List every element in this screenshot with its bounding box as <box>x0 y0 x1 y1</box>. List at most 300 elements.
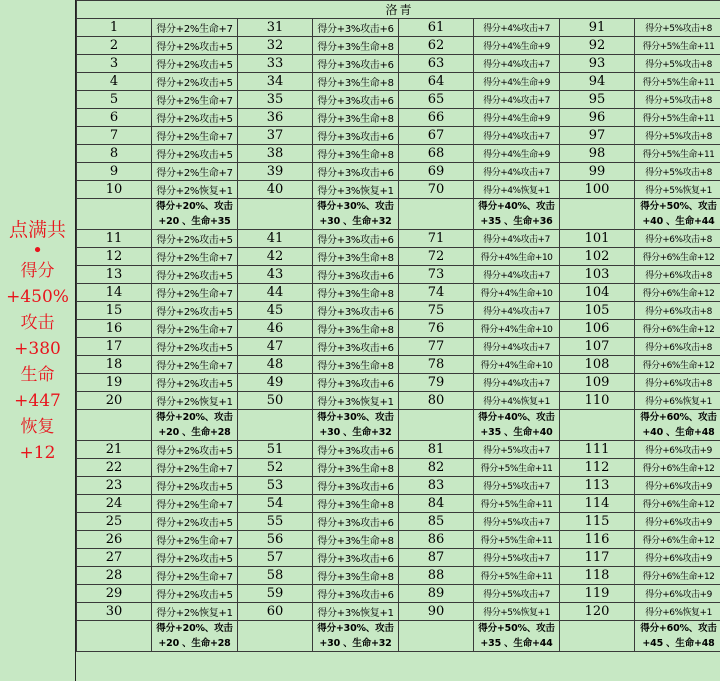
level-bonus: 得分+3%攻击+6 <box>313 230 399 248</box>
level-number: 6 <box>77 109 152 127</box>
milestone-line-2: +45 、生命+48 <box>642 638 715 649</box>
milestone-spacer <box>238 410 313 441</box>
milestone-row <box>77 621 720 652</box>
level-number: 19 <box>77 374 152 392</box>
level-bonus: 得分+2%生命+7 <box>152 531 238 549</box>
milestone-line-1: 得分+50%、攻击 <box>478 623 555 634</box>
level-number: 69 <box>399 163 474 181</box>
level-row <box>77 163 720 181</box>
milestone-bonus <box>152 621 238 652</box>
level-number: 41 <box>238 230 313 248</box>
level-bonus: 得分+6%攻击+8 <box>635 230 720 248</box>
level-bonus: 得分+4%恢复+1 <box>474 181 560 199</box>
level-bonus: 得分+5%攻击+7 <box>474 513 560 531</box>
level-row <box>77 248 720 266</box>
level-number: 34 <box>238 73 313 91</box>
level-bonus: 得分+4%攻击+7 <box>474 338 560 356</box>
level-row <box>77 567 720 585</box>
level-bonus: 得分+6%攻击+8 <box>635 302 720 320</box>
level-number: 92 <box>560 37 635 55</box>
level-number: 117 <box>560 549 635 567</box>
level-number: 39 <box>238 163 313 181</box>
level-bonus: 得分+5%恢复+1 <box>635 181 720 199</box>
level-number: 71 <box>399 230 474 248</box>
level-number: 113 <box>560 477 635 495</box>
level-bonus: 得分+2%攻击+5 <box>152 73 238 91</box>
level-number: 83 <box>399 477 474 495</box>
level-number: 101 <box>560 230 635 248</box>
level-bonus: 得分+6%生命+12 <box>635 284 720 302</box>
milestone-line-1: 得分+30%、攻击 <box>317 623 394 634</box>
level-bonus: 得分+3%攻击+6 <box>313 477 399 495</box>
level-number: 75 <box>399 302 474 320</box>
level-number: 87 <box>399 549 474 567</box>
level-bonus: 得分+2%攻击+5 <box>152 37 238 55</box>
summary-recovery-value: +12 <box>19 442 56 463</box>
level-bonus: 得分+3%攻击+6 <box>313 549 399 567</box>
level-number: 70 <box>399 181 474 199</box>
summary-score-label: 得分 <box>20 260 55 281</box>
summary-life-label: 生命 <box>20 364 55 385</box>
milestone-bonus <box>313 410 399 441</box>
level-number: 84 <box>399 495 474 513</box>
level-number: 10 <box>77 181 152 199</box>
milestone-line-2: +40 、生命+44 <box>642 216 715 227</box>
level-number: 63 <box>399 55 474 73</box>
level-number: 32 <box>238 37 313 55</box>
level-number: 89 <box>399 585 474 603</box>
level-bonus: 得分+3%攻击+6 <box>313 374 399 392</box>
summary-recovery-label: 恢复 <box>20 416 55 437</box>
milestone-bonus <box>152 410 238 441</box>
level-number: 50 <box>238 392 313 410</box>
level-bonus: 得分+4%攻击+7 <box>474 266 560 284</box>
level-bonus: 得分+3%生命+8 <box>313 459 399 477</box>
level-number: 22 <box>77 459 152 477</box>
level-number: 80 <box>399 392 474 410</box>
total-summary-panel <box>0 0 76 681</box>
level-number: 100 <box>560 181 635 199</box>
milestone-bonus <box>635 621 720 652</box>
level-bonus: 得分+2%生命+7 <box>152 356 238 374</box>
level-bonus: 得分+2%恢复+1 <box>152 392 238 410</box>
level-bonus: 得分+3%生命+8 <box>313 284 399 302</box>
level-number: 119 <box>560 585 635 603</box>
level-number: 111 <box>560 441 635 459</box>
level-number: 108 <box>560 356 635 374</box>
level-bonus: 得分+2%攻击+5 <box>152 585 238 603</box>
level-bonus: 得分+3%生命+8 <box>313 567 399 585</box>
level-bonus: 得分+5%生命+11 <box>635 145 720 163</box>
level-bonus: 得分+2%生命+7 <box>152 495 238 513</box>
level-number: 103 <box>560 266 635 284</box>
level-number: 85 <box>399 513 474 531</box>
level-number: 15 <box>77 302 152 320</box>
level-bonus: 得分+4%攻击+7 <box>474 91 560 109</box>
milestone-line-1: 得分+20%、攻击 <box>156 201 233 212</box>
milestone-spacer <box>399 621 474 652</box>
level-bonus: 得分+3%生命+8 <box>313 109 399 127</box>
level-number: 105 <box>560 302 635 320</box>
level-number: 81 <box>399 441 474 459</box>
milestone-spacer <box>560 410 635 441</box>
milestone-spacer <box>77 199 152 230</box>
level-row <box>77 603 720 621</box>
level-bonus: 得分+6%恢复+1 <box>635 392 720 410</box>
summary-score-value: +450% <box>6 286 69 307</box>
level-number: 7 <box>77 127 152 145</box>
milestone-line-2: +35 、生命+36 <box>480 216 553 227</box>
level-bonus: 得分+2%生命+7 <box>152 320 238 338</box>
level-bonus: 得分+6%生命+12 <box>635 531 720 549</box>
level-number: 60 <box>238 603 313 621</box>
level-number: 53 <box>238 477 313 495</box>
level-number: 9 <box>77 163 152 181</box>
milestone-spacer <box>77 621 152 652</box>
level-bonus: 得分+4%生命+10 <box>474 248 560 266</box>
level-bonus: 得分+4%攻击+7 <box>474 163 560 181</box>
level-number: 43 <box>238 266 313 284</box>
level-number: 86 <box>399 531 474 549</box>
level-bonus: 得分+4%攻击+7 <box>474 19 560 37</box>
level-number: 17 <box>77 338 152 356</box>
level-row <box>77 531 720 549</box>
level-number: 65 <box>399 91 474 109</box>
milestone-bonus <box>313 621 399 652</box>
milestone-spacer <box>560 199 635 230</box>
level-row <box>77 55 720 73</box>
level-bonus: 得分+5%恢复+1 <box>474 603 560 621</box>
level-row <box>77 230 720 248</box>
level-row <box>77 145 720 163</box>
level-bonus: 得分+6%攻击+9 <box>635 585 720 603</box>
level-number: 114 <box>560 495 635 513</box>
level-bonus: 得分+3%攻击+6 <box>313 441 399 459</box>
milestone-bonus <box>474 621 560 652</box>
level-bonus: 得分+6%生命+12 <box>635 320 720 338</box>
level-number: 96 <box>560 109 635 127</box>
level-bonus: 得分+6%攻击+8 <box>635 338 720 356</box>
level-number: 98 <box>560 145 635 163</box>
level-number: 44 <box>238 284 313 302</box>
level-number: 78 <box>399 356 474 374</box>
level-bonus: 得分+2%攻击+5 <box>152 374 238 392</box>
level-bonus: 得分+3%生命+8 <box>313 495 399 513</box>
level-bonus: 得分+2%生命+7 <box>152 91 238 109</box>
level-number: 13 <box>77 266 152 284</box>
level-bonus: 得分+5%攻击+8 <box>635 19 720 37</box>
level-number: 115 <box>560 513 635 531</box>
level-bonus: 得分+2%攻击+5 <box>152 302 238 320</box>
milestone-spacer <box>399 410 474 441</box>
level-bonus: 得分+4%攻击+7 <box>474 302 560 320</box>
level-bonus: 得分+3%生命+8 <box>313 37 399 55</box>
milestone-row <box>77 410 720 441</box>
level-number: 38 <box>238 145 313 163</box>
level-bonus: 得分+3%攻击+6 <box>313 91 399 109</box>
level-bonus: 得分+3%攻击+6 <box>313 266 399 284</box>
level-bonus: 得分+5%攻击+8 <box>635 55 720 73</box>
level-bonus: 得分+6%生命+12 <box>635 459 720 477</box>
level-number: 8 <box>77 145 152 163</box>
level-bonus: 得分+2%攻击+5 <box>152 513 238 531</box>
level-bonus: 得分+2%生命+7 <box>152 459 238 477</box>
level-row <box>77 284 720 302</box>
level-row <box>77 441 720 459</box>
level-bonus: 得分+2%攻击+5 <box>152 230 238 248</box>
level-number: 29 <box>77 585 152 603</box>
level-bonus: 得分+3%攻击+6 <box>313 302 399 320</box>
level-bonus: 得分+3%攻击+6 <box>313 585 399 603</box>
level-bonus: 得分+3%攻击+6 <box>313 513 399 531</box>
level-bonus: 得分+5%攻击+7 <box>474 549 560 567</box>
level-number: 118 <box>560 567 635 585</box>
summary-life-value: +447 <box>14 390 61 411</box>
level-row <box>77 392 720 410</box>
level-bonus: 得分+6%攻击+9 <box>635 549 720 567</box>
level-row <box>77 320 720 338</box>
level-row <box>77 91 720 109</box>
level-bonus: 得分+2%攻击+5 <box>152 477 238 495</box>
milestone-line-2: +40 、生命+48 <box>642 427 715 438</box>
level-number: 46 <box>238 320 313 338</box>
level-number: 88 <box>399 567 474 585</box>
level-bonus: 得分+3%攻击+6 <box>313 338 399 356</box>
level-number: 30 <box>77 603 152 621</box>
level-bonus: 得分+2%攻击+5 <box>152 145 238 163</box>
level-bonus: 得分+2%生命+7 <box>152 127 238 145</box>
level-bonus: 得分+3%生命+8 <box>313 248 399 266</box>
level-number: 11 <box>77 230 152 248</box>
level-bonus: 得分+6%恢复+1 <box>635 603 720 621</box>
milestone-line-2: +30 、生命+32 <box>319 638 392 649</box>
level-bonus: 得分+5%生命+11 <box>474 567 560 585</box>
level-bonus: 得分+5%生命+11 <box>635 109 720 127</box>
level-number: 40 <box>238 181 313 199</box>
level-bonus: 得分+6%生命+12 <box>635 356 720 374</box>
level-bonus: 得分+5%生命+11 <box>474 531 560 549</box>
milestone-spacer <box>399 199 474 230</box>
level-number: 95 <box>560 91 635 109</box>
milestone-line-1: 得分+40%、攻击 <box>478 412 555 423</box>
level-number: 27 <box>77 549 152 567</box>
level-bonus: 得分+5%生命+11 <box>474 495 560 513</box>
level-number: 90 <box>399 603 474 621</box>
milestone-bonus <box>313 199 399 230</box>
level-bonus: 得分+6%攻击+9 <box>635 513 720 531</box>
level-bonus: 得分+4%生命+10 <box>474 284 560 302</box>
level-number: 58 <box>238 567 313 585</box>
level-bonus: 得分+3%生命+8 <box>313 531 399 549</box>
level-number: 47 <box>238 338 313 356</box>
level-row <box>77 127 720 145</box>
milestone-bonus <box>152 199 238 230</box>
milestone-bonus <box>474 199 560 230</box>
level-row <box>77 495 720 513</box>
level-bonus: 得分+4%攻击+7 <box>474 55 560 73</box>
milestone-spacer <box>238 621 313 652</box>
level-bonus: 得分+4%攻击+7 <box>474 127 560 145</box>
level-number: 12 <box>77 248 152 266</box>
milestone-line-2: +30 、生命+32 <box>319 427 392 438</box>
level-bonus: 得分+2%攻击+5 <box>152 55 238 73</box>
level-number: 93 <box>560 55 635 73</box>
level-bonus: 得分+6%生命+12 <box>635 248 720 266</box>
level-bonus: 得分+5%攻击+7 <box>474 477 560 495</box>
level-bonus: 得分+3%攻击+6 <box>313 127 399 145</box>
level-bonus: 得分+3%攻击+6 <box>313 55 399 73</box>
level-number: 49 <box>238 374 313 392</box>
milestone-line-2: +20 、生命+28 <box>158 427 231 438</box>
milestone-bonus <box>635 199 720 230</box>
level-number: 74 <box>399 284 474 302</box>
milestone-row <box>77 199 720 230</box>
level-bonus: 得分+5%生命+11 <box>635 73 720 91</box>
level-number: 62 <box>399 37 474 55</box>
level-bonus: 得分+3%攻击+6 <box>313 163 399 181</box>
level-number: 33 <box>238 55 313 73</box>
milestone-line-2: +20 、生命+28 <box>158 638 231 649</box>
level-number: 59 <box>238 585 313 603</box>
level-number: 66 <box>399 109 474 127</box>
level-number: 42 <box>238 248 313 266</box>
level-number: 106 <box>560 320 635 338</box>
level-row <box>77 585 720 603</box>
level-bonus: 得分+4%恢复+1 <box>474 392 560 410</box>
level-number: 67 <box>399 127 474 145</box>
level-bonus: 得分+2%攻击+5 <box>152 109 238 127</box>
level-number: 56 <box>238 531 313 549</box>
milestone-line-1: 得分+50%、攻击 <box>640 201 717 212</box>
level-number: 107 <box>560 338 635 356</box>
level-row <box>77 459 720 477</box>
level-number: 120 <box>560 603 635 621</box>
level-number: 68 <box>399 145 474 163</box>
level-bonus: 得分+6%攻击+8 <box>635 266 720 284</box>
level-number: 55 <box>238 513 313 531</box>
level-bonus: 得分+6%生命+12 <box>635 567 720 585</box>
level-bonus: 得分+3%生命+8 <box>313 145 399 163</box>
level-number: 72 <box>399 248 474 266</box>
level-row <box>77 73 720 91</box>
level-bonus: 得分+3%生命+8 <box>313 73 399 91</box>
level-number: 99 <box>560 163 635 181</box>
level-number: 57 <box>238 549 313 567</box>
summary-heading: 点满共 <box>8 218 66 241</box>
level-number: 102 <box>560 248 635 266</box>
level-bonus: 得分+2%攻击+5 <box>152 338 238 356</box>
level-number: 104 <box>560 284 635 302</box>
level-bonus: 得分+3%恢复+1 <box>313 392 399 410</box>
level-bonus: 得分+2%攻击+5 <box>152 441 238 459</box>
level-number: 16 <box>77 320 152 338</box>
level-bonus: 得分+5%攻击+8 <box>635 163 720 181</box>
level-bonus: 得分+4%攻击+7 <box>474 374 560 392</box>
level-number: 4 <box>77 73 152 91</box>
level-row <box>77 37 720 55</box>
level-row <box>77 477 720 495</box>
level-number: 26 <box>77 531 152 549</box>
level-number: 2 <box>77 37 152 55</box>
level-number: 35 <box>238 91 313 109</box>
level-number: 116 <box>560 531 635 549</box>
level-number: 31 <box>238 19 313 37</box>
level-row <box>77 19 720 37</box>
milestone-spacer <box>560 621 635 652</box>
character-title: 洛青 <box>77 1 720 19</box>
level-bonus: 得分+3%生命+8 <box>313 356 399 374</box>
level-bonus: 得分+4%生命+10 <box>474 356 560 374</box>
level-number: 73 <box>399 266 474 284</box>
level-bonus: 得分+5%攻击+7 <box>474 585 560 603</box>
level-bonus: 得分+5%生命+11 <box>635 37 720 55</box>
level-number: 82 <box>399 459 474 477</box>
level-number: 21 <box>77 441 152 459</box>
level-number: 23 <box>77 477 152 495</box>
level-bonus: 得分+6%攻击+9 <box>635 441 720 459</box>
level-bonus: 得分+5%攻击+8 <box>635 91 720 109</box>
level-number: 14 <box>77 284 152 302</box>
level-number: 109 <box>560 374 635 392</box>
level-bonus: 得分+3%攻击+6 <box>313 19 399 37</box>
level-number: 94 <box>560 73 635 91</box>
level-number: 64 <box>399 73 474 91</box>
level-number: 37 <box>238 127 313 145</box>
milestone-line-1: 得分+20%、攻击 <box>156 623 233 634</box>
level-number: 1 <box>77 19 152 37</box>
level-bonus: 得分+2%生命+7 <box>152 284 238 302</box>
level-bonus: 得分+4%生命+9 <box>474 37 560 55</box>
milestone-bonus <box>474 410 560 441</box>
level-number: 110 <box>560 392 635 410</box>
level-bonus: 得分+2%生命+7 <box>152 19 238 37</box>
level-bonus: 得分+4%生命+9 <box>474 73 560 91</box>
level-number: 79 <box>399 374 474 392</box>
talent-level-table <box>76 0 720 652</box>
milestone-spacer <box>77 410 152 441</box>
milestone-bonus <box>635 410 720 441</box>
level-number: 51 <box>238 441 313 459</box>
level-bonus: 得分+2%攻击+5 <box>152 266 238 284</box>
level-bonus: 得分+2%攻击+5 <box>152 549 238 567</box>
milestone-line-1: 得分+40%、攻击 <box>478 201 555 212</box>
level-number: 48 <box>238 356 313 374</box>
milestone-line-2: +20 、生命+35 <box>158 216 231 227</box>
level-bonus: 得分+6%攻击+9 <box>635 477 720 495</box>
level-number: 3 <box>77 55 152 73</box>
level-row <box>77 338 720 356</box>
level-bonus: 得分+4%攻击+7 <box>474 230 560 248</box>
level-bonus: 得分+4%生命+9 <box>474 145 560 163</box>
level-bonus: 得分+2%恢复+1 <box>152 181 238 199</box>
level-number: 54 <box>238 495 313 513</box>
level-number: 45 <box>238 302 313 320</box>
level-row <box>77 109 720 127</box>
level-number: 91 <box>560 19 635 37</box>
level-row <box>77 266 720 284</box>
milestone-line-2: +35 、生命+44 <box>480 638 553 649</box>
level-number: 52 <box>238 459 313 477</box>
level-row <box>77 374 720 392</box>
summary-attack-label: 攻击 <box>20 312 55 333</box>
level-bonus: 得分+5%攻击+8 <box>635 127 720 145</box>
milestone-line-2: +30 、生命+32 <box>319 216 392 227</box>
level-bonus: 得分+2%生命+7 <box>152 567 238 585</box>
level-row <box>77 513 720 531</box>
level-bonus: 得分+3%恢复+1 <box>313 181 399 199</box>
level-bonus: 得分+3%生命+8 <box>313 320 399 338</box>
level-bonus: 得分+5%生命+11 <box>474 459 560 477</box>
